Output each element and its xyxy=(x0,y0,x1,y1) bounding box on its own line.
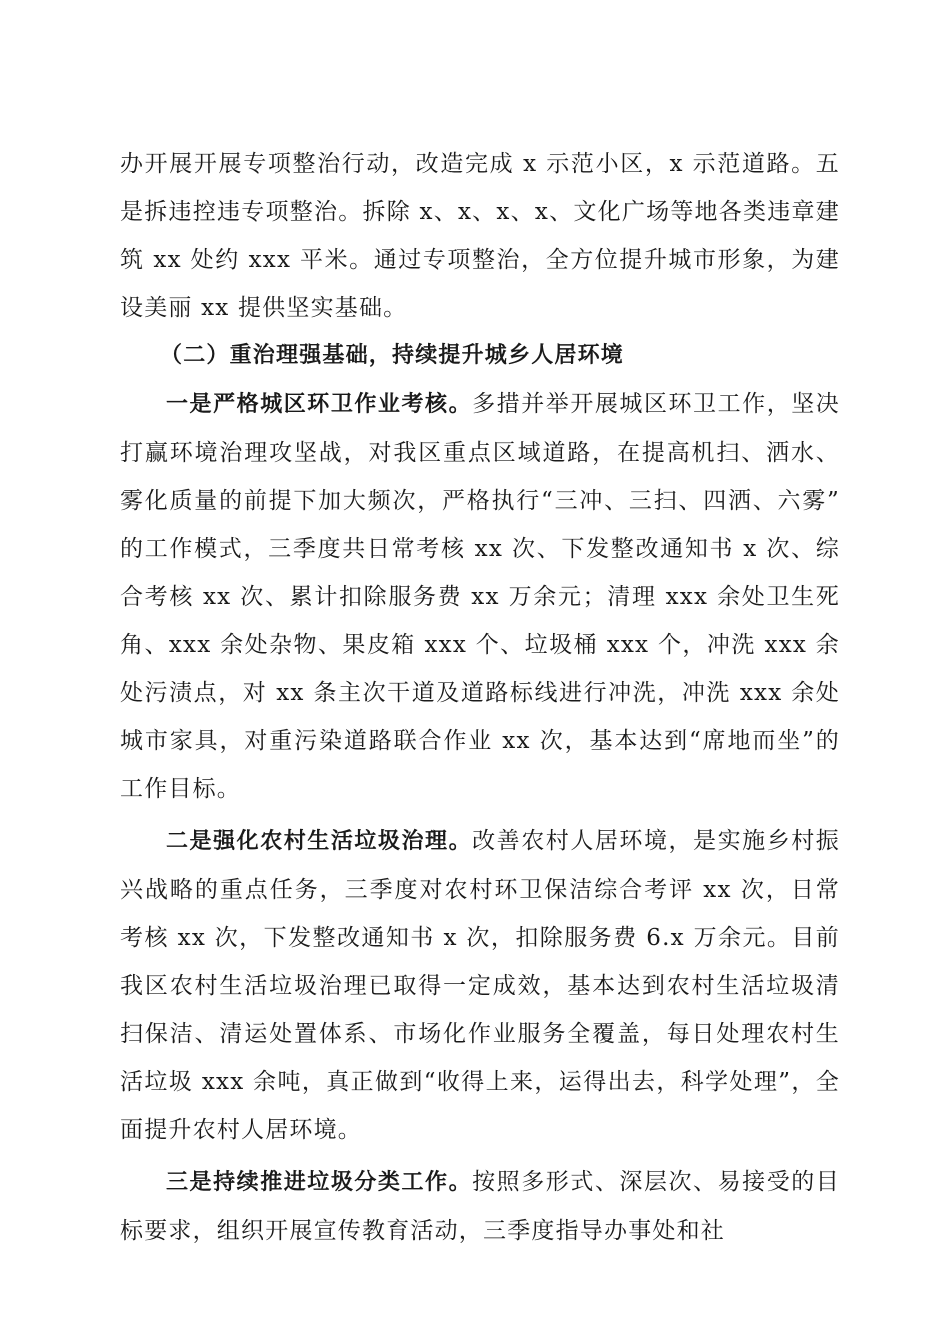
item-1-body: 多措并举开展城区环卫工作，坚决打赢环境治理攻坚战，对我区重点区域道路，在提高机扫、洒水、雾化质量的前提下加大频次，严格执行“三冲、三扫、四洒、六雾”的工作模式，三季度共日常考核 xx 次、下发整改通知书 x 次、综合考核 xx 次、累计扣除服务费 xx 万余元；清理 xxx 余处卫生死角、xxx 余处杂物、果皮箱 xxx 个、垃圾桶 xxx 个，冲洗 xxx 余处污渍点，对 xx 条主次干道及道路标线进行冲洗，冲洗 xxx 余处城市家具，对重污染道路联合作业 xx 次，基本达到“席地而坐”的工作目标。 xyxy=(120,391,840,802)
item-1-lead: 一是严格城区环卫作业考核。 xyxy=(166,392,473,417)
paragraph-item-1 xyxy=(120,380,840,813)
section-heading: （二）重治理强基础，持续提升城乡人居环境 xyxy=(160,343,625,368)
item-3-lead: 三是持续推进垃圾分类工作。 xyxy=(166,1170,473,1195)
item-2-lead: 二是强化农村生活垃圾治理。 xyxy=(166,829,473,854)
paragraph-item-3 xyxy=(120,1158,840,1255)
paragraph-item-2 xyxy=(120,817,840,1154)
paragraph-continuation: 办开展开展专项整治行动，改造完成 x 示范小区，x 示范道路。五是拆违控违专项整治。拆除 x、x、x、x、文化广场等地各类违章建筑 xx 处约 xxx 平米。通过专项整治，全方位提升城市形象，为建设美丽 xx 提供坚实基础。 xyxy=(120,151,840,321)
item-2-body: 改善农村人居环境，是实施乡村振兴战略的重点任务，三季度对农村环卫保洁综合考评 xx 次，日常考核 xx 次，下发整改通知书 x 次，扣除服务费 6.x 万余元。目前我区农村生活垃圾治理已取得一定成效，基本达到农村生活垃圾清扫保洁、清运处置体系、市场化作业服务全覆盖，每日处理农村生活垃圾 xxx 余吨，真正做到“收得上来，运得出去，科学处理”，全面提升农村人居环境。 xyxy=(120,828,840,1143)
document-body xyxy=(120,140,840,1255)
item-3-body: 按照多形式、深层次、易接受的目标要求，组织开展宣传教育活动，三季度指导办事处和社 xyxy=(120,1169,840,1244)
